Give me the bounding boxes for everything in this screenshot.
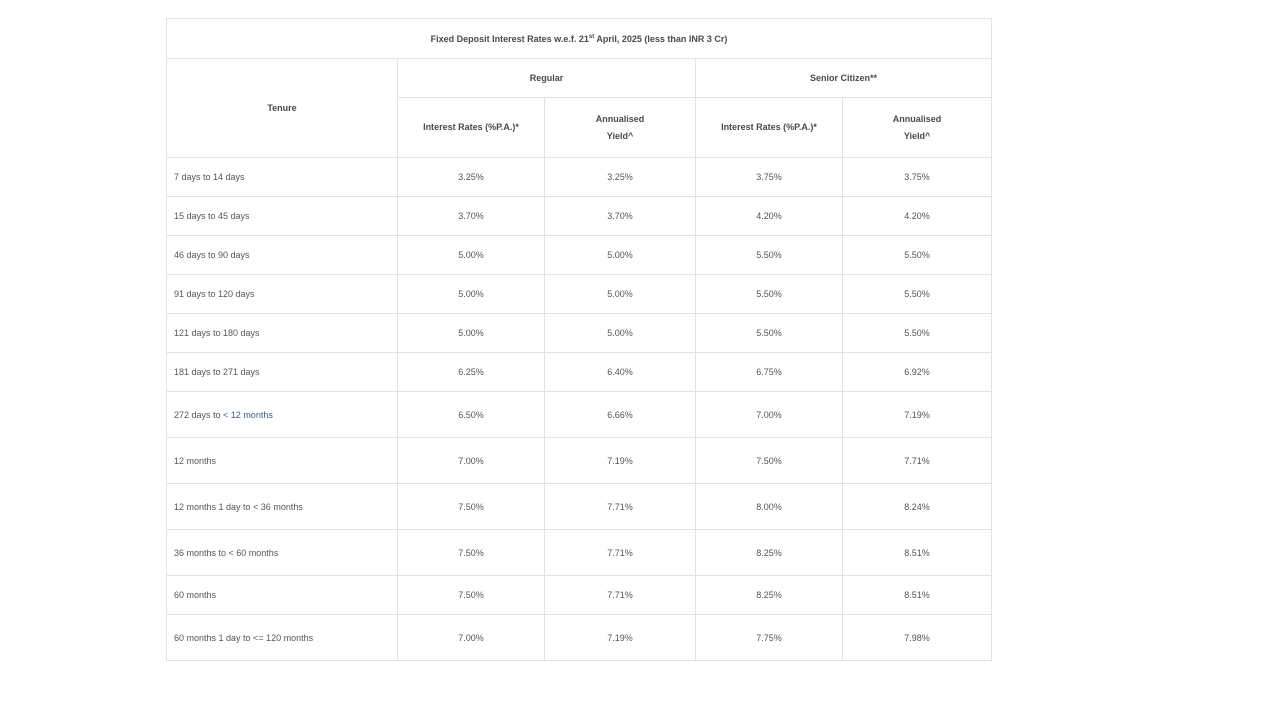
senior-rate-cell: 4.20% <box>696 197 843 236</box>
senior-rate-cell: 5.50% <box>696 275 843 314</box>
table-row <box>167 314 992 353</box>
table-row <box>167 236 992 275</box>
regular-yield-cell: 5.00% <box>545 314 696 353</box>
senior-yield-header-line1: Annualised <box>892 113 942 124</box>
table-row <box>167 197 992 236</box>
regular-yield-cell: 7.19% <box>545 438 696 484</box>
table-row <box>167 615 992 661</box>
regular-yield-header-line1: Annualised <box>595 113 645 124</box>
senior-yield-header-line2: Yield^ <box>903 130 931 141</box>
tenure-prefix: 272 days to <box>174 409 224 420</box>
table-row <box>167 438 992 484</box>
senior-yield-header <box>843 98 992 158</box>
tenure-cell: 12 months <box>167 438 398 484</box>
senior-rate-cell: 3.75% <box>696 158 843 197</box>
regular-yield-header <box>545 98 696 158</box>
senior-rate-cell: 8.25% <box>696 576 843 615</box>
regular-yield-cell: 7.19% <box>545 615 696 661</box>
tenure-link[interactable]: < 12 months <box>223 409 273 420</box>
senior-yield-cell: 8.24% <box>843 484 992 530</box>
regular-rate-cell: 7.00% <box>398 438 545 484</box>
table-title-prefix: Fixed Deposit Interest Rates w.e.f. 21 <box>430 33 589 44</box>
senior-yield-cell: 5.50% <box>843 314 992 353</box>
senior-yield-cell: 7.19% <box>843 392 992 438</box>
senior-yield-cell: 8.51% <box>843 576 992 615</box>
regular-yield-cell: 6.40% <box>545 353 696 392</box>
senior-yield-cell: 5.50% <box>843 236 992 275</box>
table-row <box>167 576 992 615</box>
regular-rate-cell: 7.50% <box>398 576 545 615</box>
tenure-cell: 12 months 1 day to < 36 months <box>167 484 398 530</box>
regular-yield-cell: 3.70% <box>545 197 696 236</box>
senior-yield-cell: 4.20% <box>843 197 992 236</box>
senior-rate-cell: 6.75% <box>696 353 843 392</box>
regular-yield-cell: 3.25% <box>545 158 696 197</box>
tenure-cell: 60 months 1 day to <= 120 months <box>167 615 398 661</box>
table-title-suffix: April, 2025 (less than INR 3 Cr) <box>594 33 728 44</box>
senior-rate-cell: 5.50% <box>696 314 843 353</box>
regular-rate-cell: 3.70% <box>398 197 545 236</box>
table-row <box>167 158 992 197</box>
table-title-sup: st <box>588 33 595 40</box>
senior-group-header: Senior Citizen** <box>696 59 992 98</box>
regular-yield-cell: 5.00% <box>545 275 696 314</box>
tenure-cell: 121 days to 180 days <box>167 314 398 353</box>
regular-rate-cell: 5.00% <box>398 275 545 314</box>
senior-rate-cell: 7.75% <box>696 615 843 661</box>
regular-rate-cell: 7.50% <box>398 484 545 530</box>
senior-rate-cell: 8.00% <box>696 484 843 530</box>
table-row <box>167 484 992 530</box>
regular-group-header: Regular <box>398 59 696 98</box>
tenure-cell: 7 days to 14 days <box>167 158 398 197</box>
fd-rates-table-container <box>166 18 991 661</box>
tenure-cell: 181 days to 271 days <box>167 353 398 392</box>
tenure-cell: 15 days to 45 days <box>167 197 398 236</box>
table-row <box>167 392 992 438</box>
regular-yield-cell: 7.71% <box>545 576 696 615</box>
tenure-cell: 91 days to 120 days <box>167 275 398 314</box>
senior-rate-cell: 7.50% <box>696 438 843 484</box>
regular-rate-cell: 6.25% <box>398 353 545 392</box>
senior-interest-header: Interest Rates (%P.A.)* <box>696 98 843 158</box>
senior-yield-cell: 3.75% <box>843 158 992 197</box>
regular-yield-cell: 7.71% <box>545 530 696 576</box>
regular-rate-cell: 3.25% <box>398 158 545 197</box>
senior-yield-cell: 8.51% <box>843 530 992 576</box>
table-row <box>167 353 992 392</box>
tenure-cell: 60 months <box>167 576 398 615</box>
regular-rate-cell: 7.00% <box>398 615 545 661</box>
regular-yield-cell: 5.00% <box>545 236 696 275</box>
tenure-cell <box>167 392 398 438</box>
senior-rate-cell: 5.50% <box>696 236 843 275</box>
senior-rate-cell: 8.25% <box>696 530 843 576</box>
regular-yield-header-line2: Yield^ <box>606 130 634 141</box>
regular-rate-cell: 7.50% <box>398 530 545 576</box>
regular-rate-cell: 5.00% <box>398 236 545 275</box>
table-row <box>167 275 992 314</box>
regular-rate-cell: 5.00% <box>398 314 545 353</box>
senior-rate-cell: 7.00% <box>696 392 843 438</box>
table-title <box>167 19 992 59</box>
senior-yield-cell: 6.92% <box>843 353 992 392</box>
senior-yield-cell: 7.98% <box>843 615 992 661</box>
tenure-cell: 36 months to < 60 months <box>167 530 398 576</box>
senior-yield-cell: 7.71% <box>843 438 992 484</box>
regular-rate-cell: 6.50% <box>398 392 545 438</box>
regular-yield-cell: 7.71% <box>545 484 696 530</box>
fd-rates-table <box>166 18 992 661</box>
tenure-header: Tenure <box>167 59 398 158</box>
senior-yield-cell: 5.50% <box>843 275 992 314</box>
tenure-cell: 46 days to 90 days <box>167 236 398 275</box>
table-row <box>167 530 992 576</box>
regular-yield-cell: 6.66% <box>545 392 696 438</box>
regular-interest-header: Interest Rates (%P.A.)* <box>398 98 545 158</box>
